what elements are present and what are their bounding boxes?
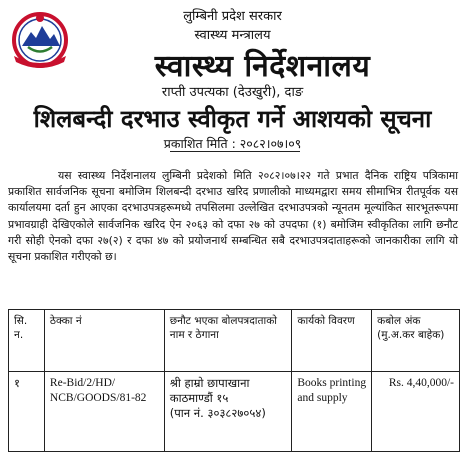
row-work: Books printing and supply (292, 372, 372, 452)
header-contract-no: ठेक्का नं (44, 310, 164, 372)
government-name: लुम्बिनी प्रदेश सरकार (183, 9, 282, 24)
ministry-name: स्वास्थ्य मन्त्रालय (194, 28, 271, 43)
notice-title: शिलबन्दी दरभाउ स्वीकृत गर्ने आशयको सूचना (33, 105, 432, 133)
published-date: प्रकाशित मिति : २०८२।०७।०९ (163, 136, 302, 151)
table-row (9, 372, 460, 452)
row-amount: Rs. 4,40,000/- (372, 372, 460, 452)
award-table (8, 309, 460, 452)
table-header-row (9, 310, 460, 372)
bidder-name: श्री हाम्रो छापाखाना (169, 376, 250, 390)
bidder-address: काठमाण्डौं १५ (169, 391, 229, 405)
date-underline (170, 151, 300, 152)
header-accepted-amount: कबोल अंक (मु.अ.कर बाहेक) (372, 310, 460, 372)
row-sn: १ (9, 372, 45, 452)
header-work-description: कार्यको विवरण (292, 310, 372, 372)
row-bidder (164, 372, 292, 452)
office-address: राप्ती उपत्यका (देउखुरी), दाङ (161, 85, 304, 100)
row-contract-no: Re-Bid/2/HD/ NCB/GOODS/81-82 (44, 372, 164, 452)
bidder-pan: (पान नं. ३०३८२७०५४) (169, 406, 266, 420)
notice-body: यस स्वास्थ्य निर्देशनालय लुम्बिनी प्रदेशको मिति २०८२।०७।२२ गते प्रभात दैनिक राष्ट्रिय पत्रिकामा प्रकाशित सार्वजनिक सूचना बमोजिम शिलबन्दी दरभाउ खरिद प्रणालीको माध्यमद्वारा समय सीमाभित्र रीतपूर्वक यस कार्यालयमा दर्ता हुन आएका दरभाउपत्रहरूमध्ये तपसिलमा उल्लेखित दरभाउपत्रको न्यूनतम मूल्यांकित सारभूतरूपमा प्रभावग्राही देखिएकोले सार्वजनिक खरिद ऐन २०६३ को दफा २७ को उपदफा (१) बमोजिम स्वीकृतिका लागि छनौट गरी सोही ऐनको दफा २७(२) र दफा ४७ को प्रयोजनार्थ सम्बन्धित सबै दरभाउपत्रदाताहरूको जानकारीका लागि यो सूचना प्रकाशित गरीएको छ। (8, 169, 458, 264)
directorate-name: स्वास्थ्य निर्देशनालय (154, 49, 371, 84)
header-selected-bidder: छनौट भएका बोलपत्रदाताको नाम र ठेगाना (164, 310, 292, 372)
header-sn: सि. न. (9, 310, 45, 372)
